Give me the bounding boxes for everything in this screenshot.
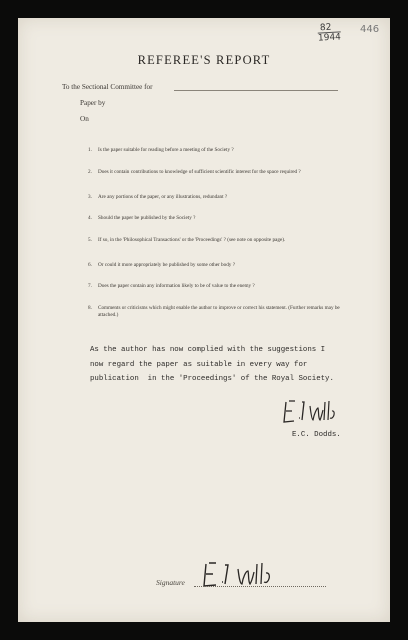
question-2 xyxy=(88,169,358,176)
archive-number: 446 xyxy=(360,24,380,35)
committee-label: To the Sectional Committee for xyxy=(62,83,153,91)
comment-line-3: publication in the 'Proceedings' of the Royal Society. xyxy=(90,375,334,383)
question-8 xyxy=(88,305,358,319)
paper-by-label: Paper by xyxy=(80,99,106,107)
question-5 xyxy=(88,237,358,244)
ref-line-1: 82 xyxy=(319,22,332,34)
committee-line xyxy=(174,90,338,91)
question-number: 1. xyxy=(88,147,92,153)
on-label: On xyxy=(80,115,89,123)
question-number: 5. xyxy=(88,237,92,243)
ref-line-2: 1944 xyxy=(317,32,342,44)
question-text: Does the paper contain any information likely to be of value to the enemy ? xyxy=(98,283,255,289)
question-text: Comments or criticisms which might enable the author to improve or correct his statement. (Further remarks may be attached.) xyxy=(98,305,340,318)
question-text: Or could it more appropriately be published by some other body ? xyxy=(98,262,236,268)
signature-label: Signature xyxy=(156,578,185,587)
question-number: 4. xyxy=(88,215,92,221)
question-number: 6. xyxy=(88,262,92,268)
question-text: Is the paper suitable for reading before a meeting of the Society ? xyxy=(98,147,234,153)
question-7 xyxy=(88,283,358,290)
question-number: 7. xyxy=(88,283,92,289)
handwritten-reference xyxy=(318,22,384,50)
question-text: If so, in the 'Philosophical Transactions' or the 'Proceedings' ? (see note on opposite page). xyxy=(98,237,286,243)
question-number: 8. xyxy=(88,305,92,311)
page-title: REFEREE'S REPORT xyxy=(137,53,271,67)
referee-comment xyxy=(90,343,370,387)
comment-line-1: As the author has now complied with the suggestions I xyxy=(90,346,326,354)
question-text: Should the paper be published by the Society ? xyxy=(98,215,196,221)
question-number: 3. xyxy=(88,194,92,200)
report-sheet xyxy=(18,18,390,622)
question-number: 2. xyxy=(88,169,92,175)
question-3 xyxy=(88,194,358,201)
question-6 xyxy=(88,262,358,269)
comment-line-2: now regard the paper as suitable in every way for xyxy=(90,360,308,369)
question-text: Does it contain contributions to knowledge of sufficient scientific interest for the space required ? xyxy=(98,169,301,175)
question-1 xyxy=(88,147,358,154)
signature-line xyxy=(194,586,326,587)
question-text: Are any portions of the paper, or any illustrations, redundant ? xyxy=(98,194,228,200)
signer-name: E.C. Dodds. xyxy=(292,431,341,439)
question-4 xyxy=(88,215,358,222)
handwritten-signature-upper xyxy=(280,396,340,426)
